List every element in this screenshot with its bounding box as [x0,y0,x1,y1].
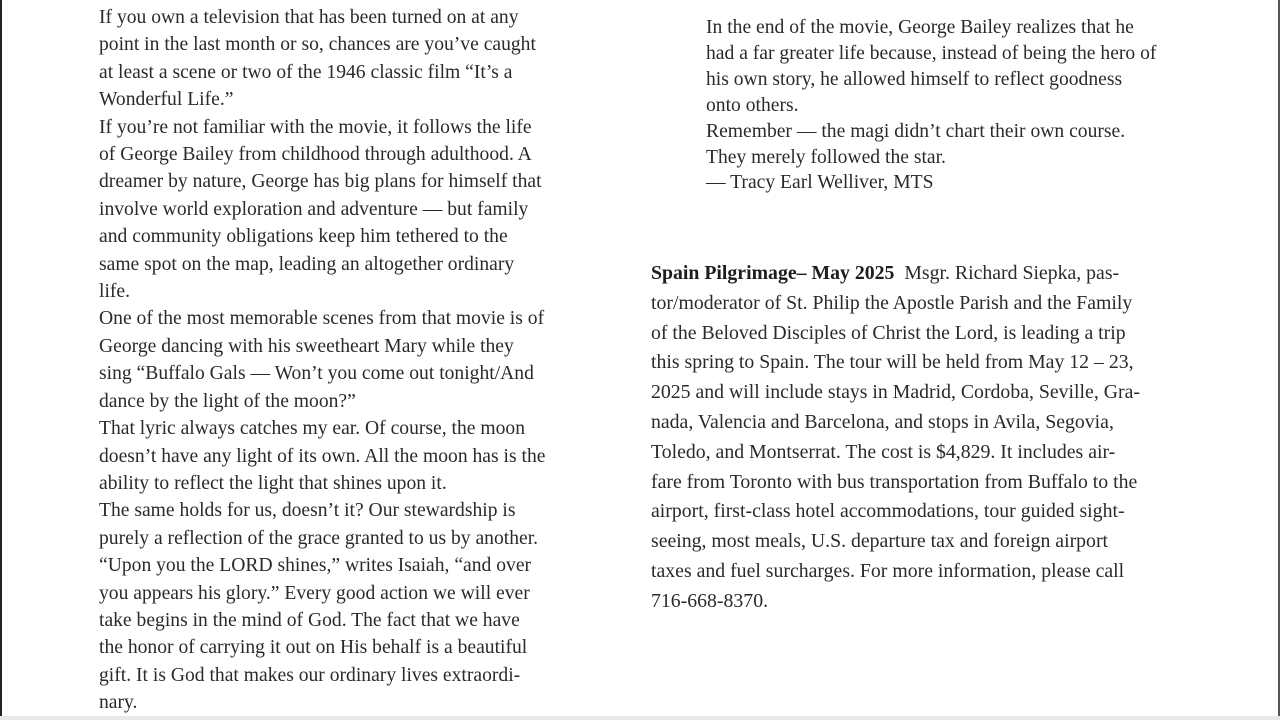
pilgrimage-line: nada, Valencia and Barcelona, and stops in Avila, Segovia, [651,410,1114,433]
article-line: and community obligations keep him tethered to the [99,226,508,248]
pilgrimage-line: fare from Toronto with bus transportation from Buffalo to the [651,470,1138,493]
article-line: nary. [99,692,138,714]
pilgrimage-line: airport, first-class hotel accommodations, tour guided sight- [651,500,1125,523]
article-conclusion [706,15,1226,196]
article-line: If you own a television that has been turned on at any [99,7,519,28]
pilgrimage-heading: Spain Pilgrimage– May 2025 [651,262,895,284]
conclusion-line: onto others. [706,94,799,116]
pilgrimage-line: Toledo, and Montserrat. The cost is $4,829. It includes air- [651,440,1116,463]
article-line: dance by the light of the moon?” [99,390,356,412]
spain-pilgrimage-announcement [651,259,1211,617]
article-line: If you’re not familiar with the movie, it follows the life [99,116,532,138]
conclusion-line: his own story, he allowed himself to reflect goodness [706,68,1123,90]
stewardship-reflection-article [99,4,604,717]
page-left-edge [0,0,2,720]
article-line: same spot on the map, leading an altogether ordinary [99,253,515,275]
article-line: That lyric always catches my ear. Of course, the moon [99,418,526,440]
pilgrimage-phone-line: 716-668-8370. [651,589,769,612]
pilgrimage-line: 2025 and will include stays in Madrid, Cordoba, Seville, Gra- [651,381,1140,404]
pilgrimage-first-line [651,259,1211,289]
conclusion-line: They merely followed the star. [706,146,946,168]
article-line: at least a scene or two of the 1946 classic film “It’s a [99,61,513,83]
article-line: ability to reflect the light that shines upon it. [99,472,447,494]
article-line: gift. It is God that makes our ordinary lives extraordi- [99,664,521,686]
article-line: dreamer by nature, George has big plans for himself that [99,171,542,193]
article-line: point in the last month or so, chances are you’ve caught [99,34,536,56]
pilgrimage-line: of the Beloved Disciples of Christ the Lord, is leading a trip [651,321,1126,344]
article-line: you appears his glory.” Every good action we will ever [99,582,530,604]
pilgrimage-line: this spring to Spain. The tour will be held from May 12 – 23, [651,351,1134,374]
article-line: purely a reflection of the grace granted to us by another. [99,527,539,549]
page-bottom-edge [0,716,1280,720]
article-line: doesn’t have any light of its own. All the moon has is the [99,445,546,467]
article-line: life. [99,281,131,303]
author-signature: — Tracy Earl Welliver, MTS [706,172,934,194]
article-line: The same holds for us, doesn’t it? Our stewardship is [99,500,516,522]
article-line: of George Bailey from childhood through adulthood. A [99,144,532,166]
pilgrimage-line: seeing, most meals, U.S. departure tax and foreign airport [651,530,1109,553]
article-line: involve world exploration and adventure — but family [99,198,529,220]
pilgrimage-line: taxes and fuel surcharges. For more information, please call [651,559,1125,582]
article-line: sing “Buffalo Gals — Won’t you come out tonight/And [99,363,534,385]
article-line: George dancing with his sweetheart Mary while they [99,335,514,357]
article-line: take begins in the mind of God. The fact that we have [99,609,520,631]
article-line: “Upon you the LORD shines,” writes Isaiah, “and over [99,555,532,577]
pilgrimage-line: tor/moderator of St. Philip the Apostle Parish and the Family [651,291,1133,314]
conclusion-line: Remember — the magi didn’t chart their own course. [706,120,1126,142]
pilgrimage-intro: Msgr. Richard Siepka, pas- [904,262,1120,284]
article-line: One of the most memorable scenes from that movie is of [99,308,545,330]
article-line: Wonderful Life.” [99,89,234,111]
conclusion-line: had a far greater life because, instead of being the hero of [706,42,1157,64]
article-line: the honor of carrying it out on His behalf is a beautiful [99,637,528,659]
conclusion-line: In the end of the movie, George Bailey realizes that he [706,17,1134,38]
